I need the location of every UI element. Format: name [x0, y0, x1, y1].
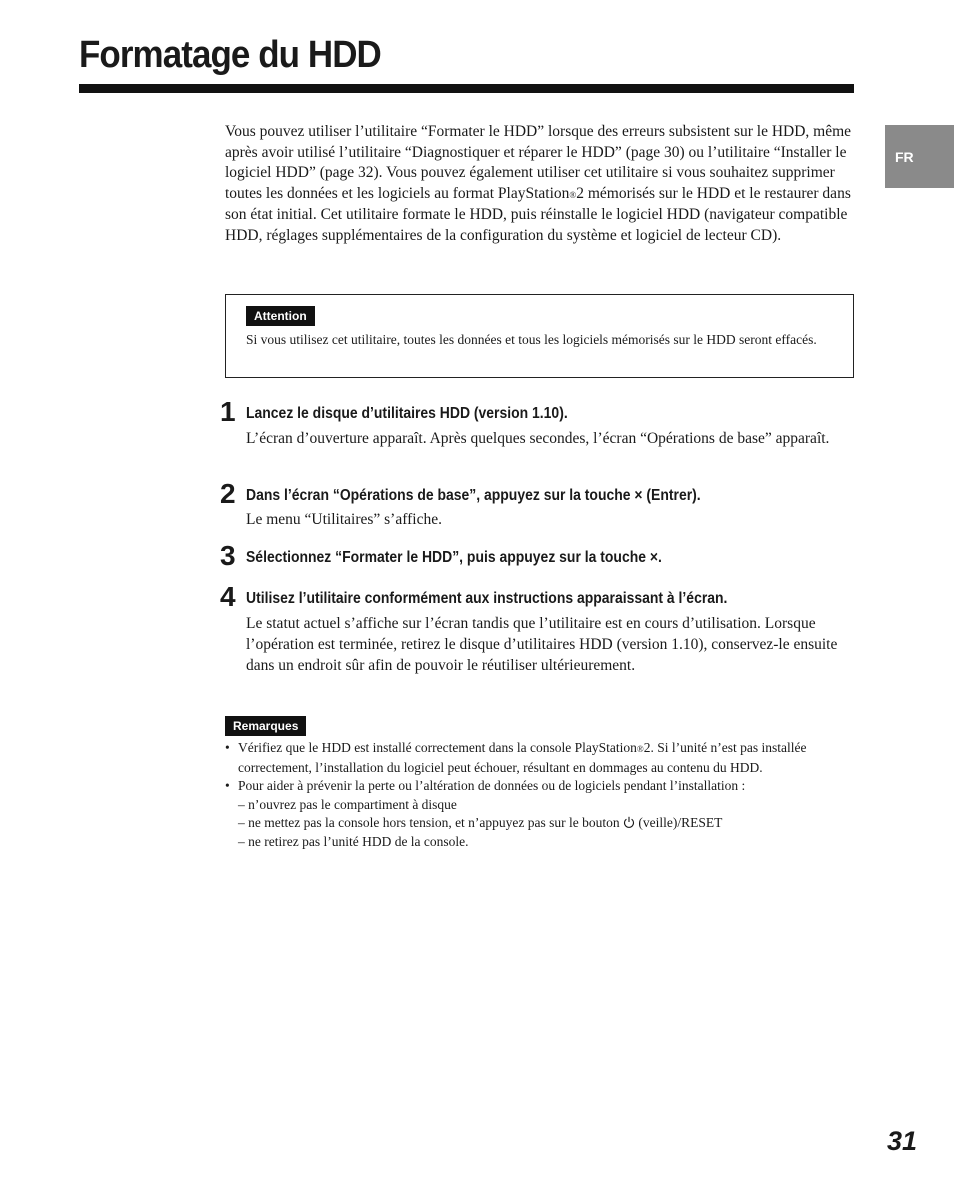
- notes-list: [225, 739, 857, 851]
- step-number: 2: [220, 478, 236, 509]
- note-item: [225, 739, 857, 777]
- intro-paragraph: [225, 122, 855, 246]
- note-sub-item: – n’ouvrez pas le compartiment à disque: [238, 796, 457, 812]
- note-text: Vérifiez que le HDD est installé correctement dans la console PlayStation: [238, 740, 637, 755]
- step-heading: Dans l’écran “Opérations de base”, appuyez sur la touche × (Entrer).: [246, 487, 701, 504]
- intro-text-part1: Vous pouvez utiliser l’utilitaire “Formater le HDD” lorsque des erreurs subsistent sur le HDD, même après avoir utilisé l’utilitaire “Diagnostiquer et réparer le HDD” (page 30) ou l’utilitaire “Installer le logiciel HDD” (page 32). Vous pouvez également utiliser cet utilitaire si vous souhaitez supprimer toutes les données et les logiciels au format PlayStation: [225, 123, 852, 202]
- step-number: 3: [220, 540, 236, 571]
- note-item: [225, 777, 857, 851]
- language-tab-label: FR: [895, 149, 914, 165]
- bullet: •: [225, 740, 230, 755]
- note-text: 2. Si l’unité n’est pas installée correctement, l’installation du logiciel peut échouer, résultant en dommages au contenu du HDD.: [238, 740, 807, 775]
- note-sub-item: [238, 814, 857, 833]
- intro-text-part2: 2 mémorisés sur le HDD et le restaurer dans son état initial. Cet utilitaire formate le HDD, puis réinstalle le logiciel HDD (navigateur compatible HDD, réglages supplémentaires de la configuration du système et logiciel de lecteur CD).: [225, 184, 851, 244]
- bullet: •: [225, 778, 230, 793]
- page-number: 31: [887, 1126, 918, 1156]
- registered-mark: ®: [569, 189, 577, 200]
- attention-box: [225, 294, 854, 378]
- power-icon: [623, 816, 635, 828]
- step-number: 1: [220, 396, 236, 427]
- language-tab: [885, 125, 954, 188]
- step-body: Le statut actuel s’affiche sur l’écran tandis que l’utilitaire est en cours d’utilisation. Lorsque l’opération est terminée, retirez le disque d’utilitaires HDD (version 1.10), conservez-le ensuite dans un endroit sûr afin de pouvoir le réutiliser ultérieurement.: [246, 615, 838, 674]
- attention-label: Attention: [246, 306, 315, 326]
- registered-mark: ®: [636, 744, 644, 754]
- step-number: 4: [220, 581, 236, 612]
- step-heading: Lancez le disque d’utilitaires HDD (version 1.10).: [246, 405, 568, 422]
- page-title: Formatage du HDD: [79, 34, 381, 76]
- title-rule: [79, 84, 854, 93]
- step-heading: Utilisez l’utilitaire conformément aux instructions apparaissant à l’écran.: [246, 590, 728, 607]
- note-text: (veille)/RESET: [638, 815, 723, 830]
- attention-text: Si vous utilisez cet utilitaire, toutes les données et tous les logiciels mémorisés sur le HDD seront effacés.: [246, 332, 817, 347]
- note-text: – ne mettez pas la console hors tension, et n’appuyez pas sur le bouton: [238, 815, 620, 830]
- step-body: L’écran d’ouverture apparaît. Après quelques secondes, l’écran “Opérations de base” apparaît.: [246, 430, 830, 447]
- step-body: Le menu “Utilitaires” s’affiche.: [246, 511, 442, 528]
- notes-label: Remarques: [225, 716, 306, 736]
- step-heading: Sélectionnez “Formater le HDD”, puis appuyez sur la touche ×.: [246, 549, 662, 566]
- note-sub-item: – ne retirez pas l’unité HDD de la console.: [238, 833, 469, 849]
- note-text: Pour aider à prévenir la perte ou l’altération de données ou de logiciels pendant l’installation :: [238, 778, 746, 793]
